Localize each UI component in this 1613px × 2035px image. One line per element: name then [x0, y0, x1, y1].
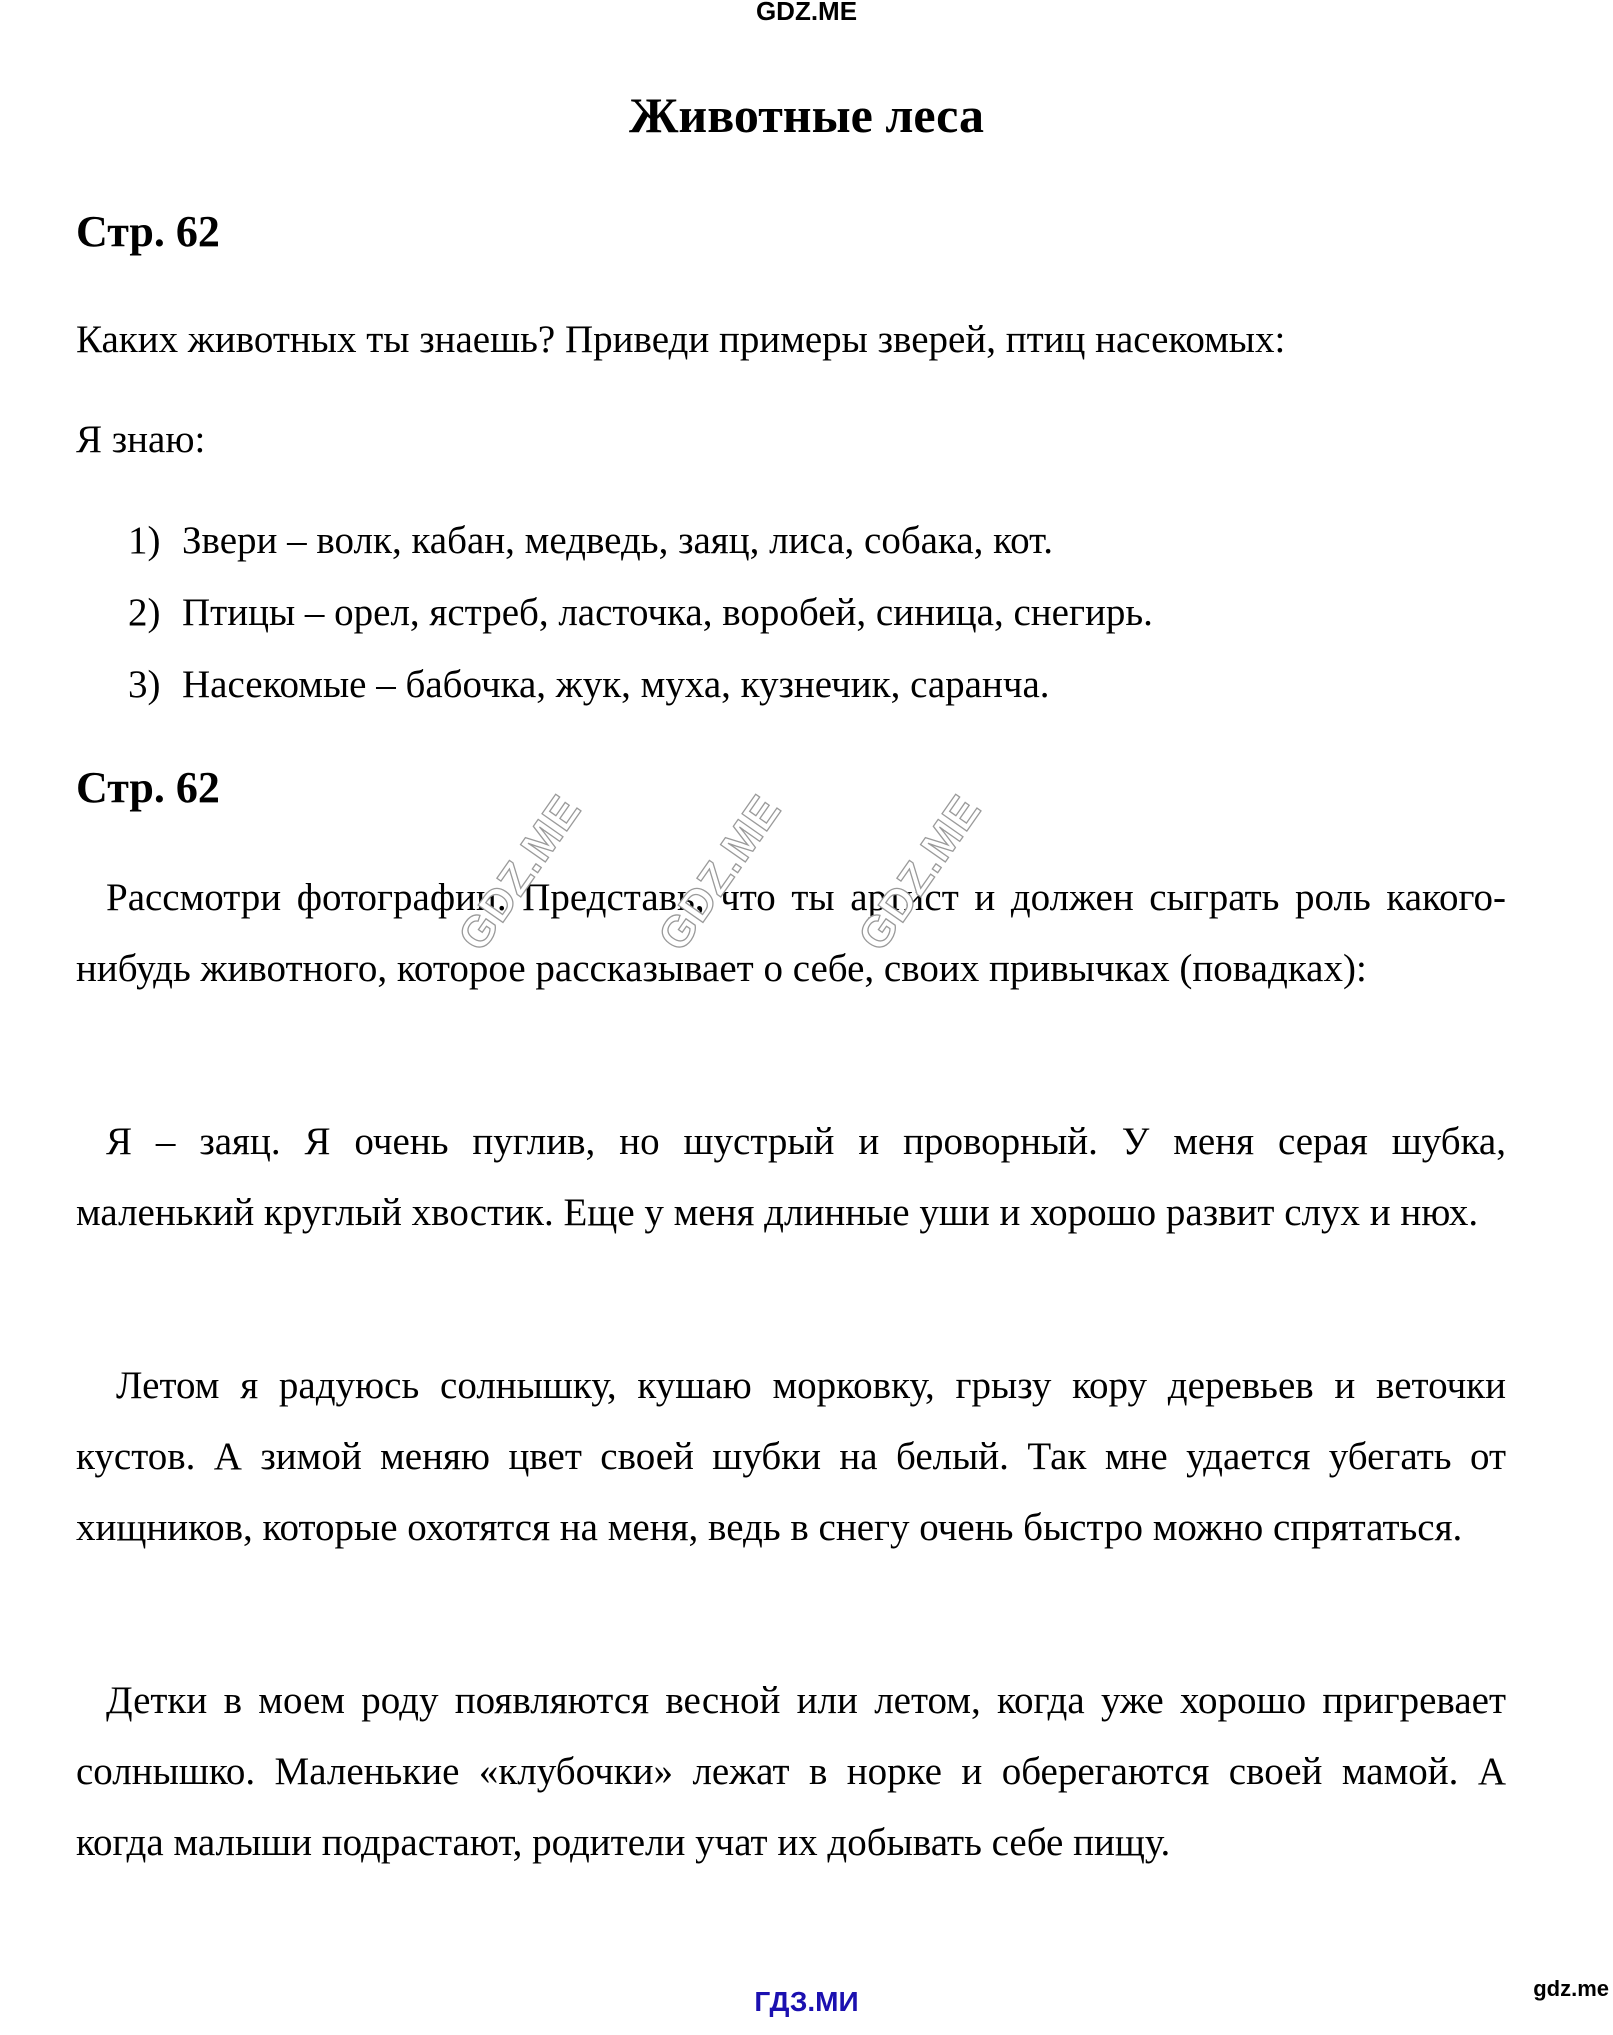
- list-item-text: Звери – волк, кабан, медведь, заяц, лиса, собака, кот.: [182, 519, 1053, 562]
- section-1-question: Каких животных ты знаешь? Приведи примеры зверей, птиц насекомых:: [76, 318, 1286, 361]
- list-item-text: Птицы – орел, ястреб, ласточка, воробей, синица, снегирь.: [182, 591, 1153, 634]
- list-item-number: 1): [128, 519, 161, 562]
- watermark: GDZ.ME: [449, 786, 591, 960]
- story-paragraph: Я – заяц. Я очень пуглив, но шустрый и проворный. У меня серая шубка, маленький круглый хвостик. Еще у меня длинные уши и хорошо развит слух и нюх.: [76, 1120, 1506, 1234]
- list-item-number: 2): [128, 591, 161, 634]
- page-title: Животные леса: [628, 87, 984, 143]
- list-item: [128, 662, 1050, 707]
- section-2-task: Рассмотри фотографии. Представь, что ты артист и должен сыграть роль какого-нибудь животного, которое рассказывает о себе, своих привычках (повадках):: [76, 876, 1506, 990]
- story-paragraph: Летом я радуюсь солнышку, кушаю морковку, грызу кору деревьев и веточки кустов. А зимой меняю цвет своей шубки на белый. Так мне удается убегать от хищников, которые охотятся на меня, ведь в снегу очень быстро можно спрятаться.: [76, 1364, 1506, 1549]
- list-item-text: Насекомые – бабочка, жук, муха, кузнечик, саранча.: [182, 663, 1050, 706]
- story-paragraph: Детки в моем роду появляются весной или летом, когда уже хорошо пригревает солнышко. Маленькие «клубочки» лежат в норке и оберегаются своей мамой. А когда малыши подрастают, родители учат их добывать себе пищу.: [76, 1679, 1506, 1864]
- section-1-intro: Я знаю:: [76, 418, 206, 461]
- section-2-heading: Стр. 62: [76, 763, 220, 812]
- section-1-heading: Стр. 62: [76, 207, 220, 256]
- list-item: [128, 518, 1053, 563]
- watermark: GDZ.ME: [849, 786, 991, 960]
- footer-logo: ГДЗ.МИ: [754, 1986, 859, 2017]
- list-item-number: 3): [128, 663, 161, 706]
- watermark: GDZ.ME: [649, 786, 791, 960]
- footer-site-link[interactable]: gdz.me: [1533, 1976, 1609, 2001]
- site-header-logo: GDZ.ME: [755, 0, 858, 26]
- list-item: [128, 590, 1153, 635]
